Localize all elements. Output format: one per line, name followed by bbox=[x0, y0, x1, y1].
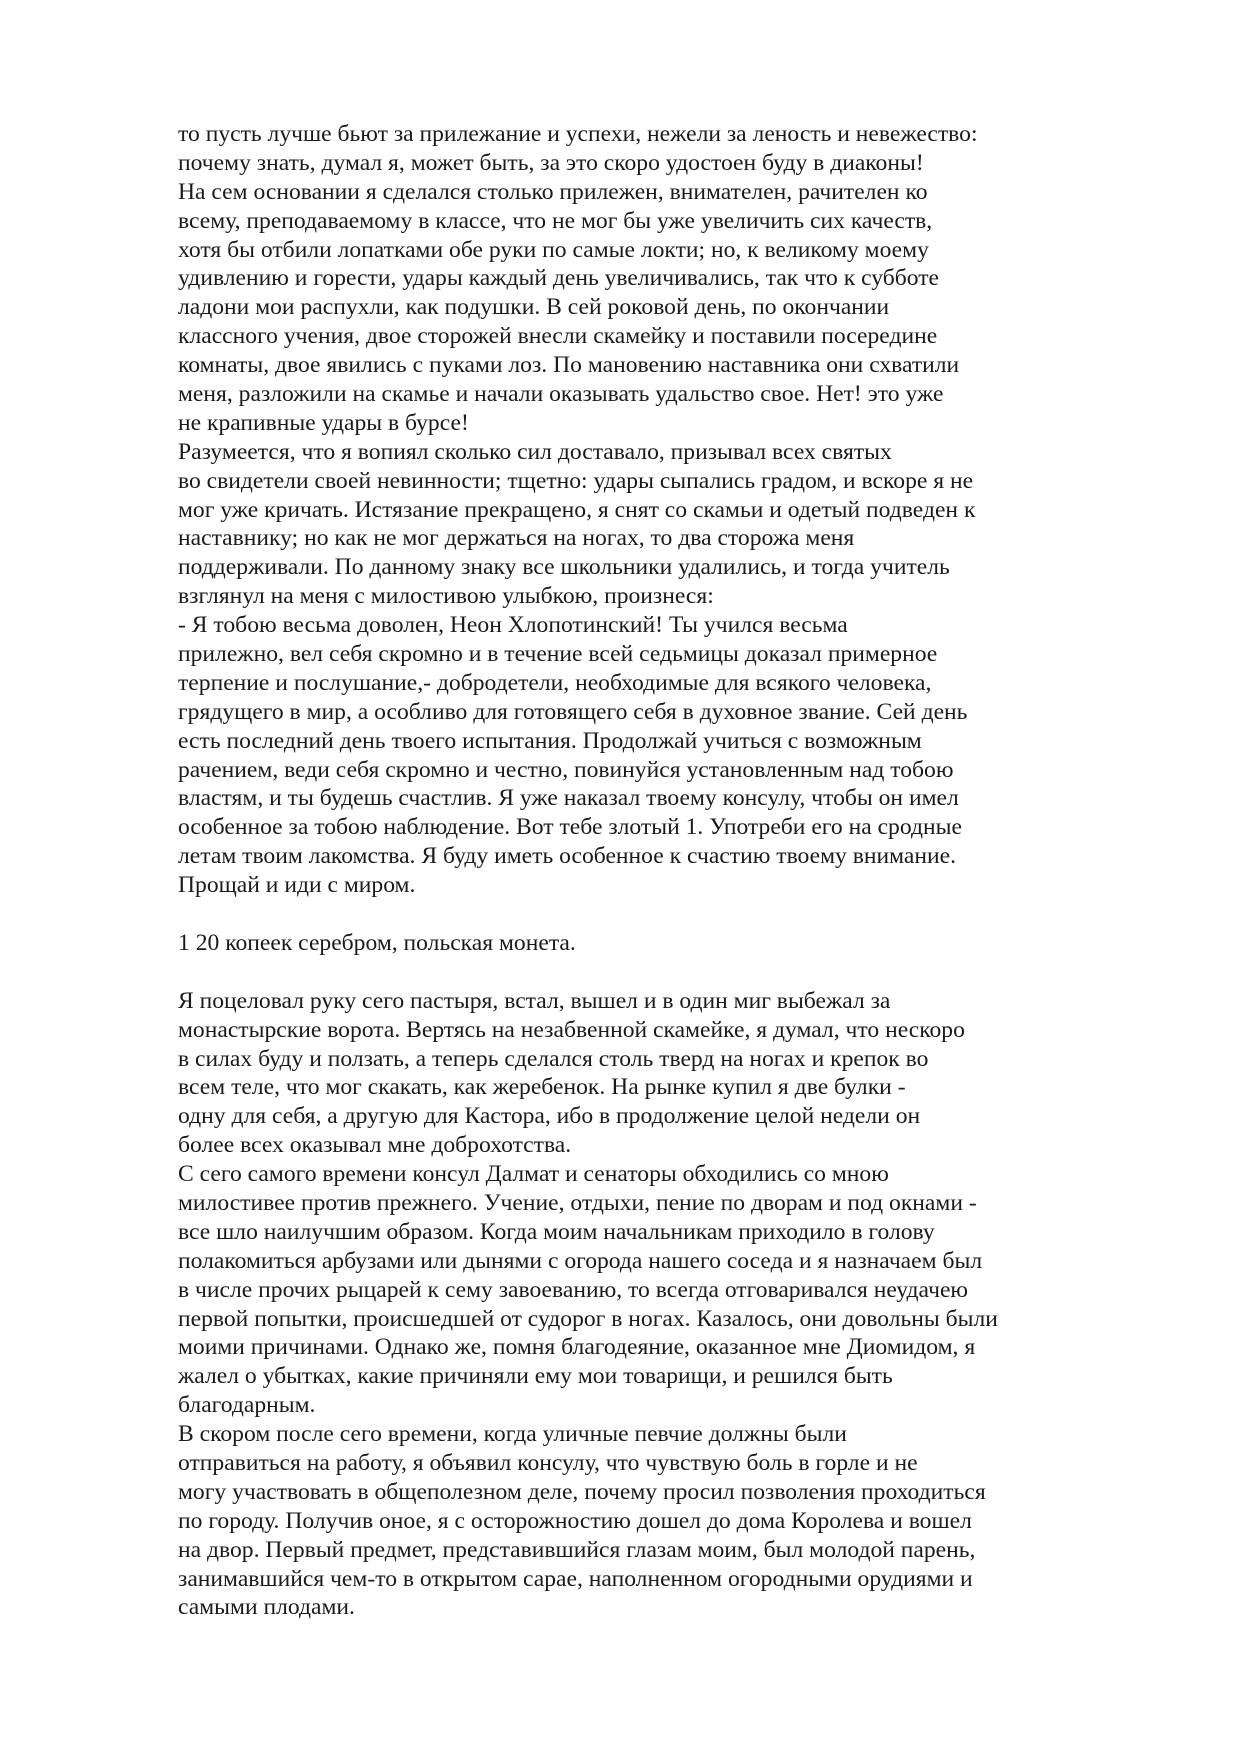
text-line: есть последний день твоего испытания. Продолжай учиться с возможным bbox=[178, 727, 922, 754]
text-line: На сем основании я сделался столько прилежен, внимателен, рачителен ко bbox=[178, 178, 928, 205]
footnote bbox=[178, 929, 1078, 958]
paragraph-punishment bbox=[178, 438, 1078, 611]
text-line: прилежно, вел себя скромно и в течение всей седьмицы доказал примерное bbox=[178, 641, 938, 668]
text-line: милостивее против прежнего. Учение, отдыхи, пение по дворам и под окнами - bbox=[178, 1189, 977, 1216]
text-line: взглянул на меня с милостивою улыбкою, произнеся: bbox=[178, 583, 714, 610]
text-line: властям, и ты будешь счастлив. Я уже наказал твоему консулу, чтобы он имел bbox=[178, 785, 959, 812]
paragraph-gap bbox=[178, 958, 1078, 987]
paragraph-leaving bbox=[178, 987, 1078, 1160]
text-line: монастырские ворота. Вертясь на незабвенной скамейке, я думал, что нескоро bbox=[178, 1016, 965, 1043]
text-line: В скором после сего времени, когда уличные певчие должны были bbox=[178, 1421, 847, 1448]
text-line: моими причинами. Однако же, помня благодеяние, оказанное мне Диомидом, я bbox=[178, 1334, 976, 1361]
text-line: всем теле, что мог скакать, как жеребенок. На рынке купил я две булки - bbox=[178, 1074, 906, 1101]
paragraph-diligence bbox=[178, 120, 1078, 438]
text-line: одну для себя, а другую для Кастора, ибо в продолжение целой недели он bbox=[178, 1103, 921, 1130]
text-line: на двор. Первый предмет, представившийся глазам моим, был молодой парень, bbox=[178, 1536, 976, 1563]
text-line: С сего самого времени консул Далмат и сенаторы обходились со мною bbox=[178, 1161, 889, 1188]
text-line: занимавшийся чем-то в открытом сарае, наполненном огородными орудиями и bbox=[178, 1565, 973, 1592]
text-line: первой попытки, происшедшей от судорог в ногах. Казалось, они довольны были bbox=[178, 1305, 998, 1332]
text-line: не крапивные удары в бурсе! bbox=[178, 409, 469, 436]
text-line: то пусть лучше бьют за прилежание и успехи, нежели за леность и невежество: bbox=[178, 121, 978, 147]
text-line: мог уже кричать. Истязание прекращено, я снят со скамьи и одетый подведен к bbox=[178, 496, 976, 523]
text-line: комнаты, двое явились с пуками лоз. По мановению наставника они схватили bbox=[178, 352, 960, 379]
text-line: рачением, веди себя скромно и честно, повинуйся установленным над тобою bbox=[178, 756, 954, 783]
text-line: почему знать, думал я, может быть, за это скоро удостоен буду в диаконы! bbox=[178, 149, 924, 176]
text-line: летам твоим лакомства. Я буду иметь особенное к счастию твоему внимание. bbox=[178, 843, 956, 870]
text-line: - Я тобою весьма доволен, Неон Хлопотинский! Ты учился весьма bbox=[178, 612, 848, 639]
text-line: Разумеется, что я вопиял сколько сил доставало, призывал всех святых bbox=[178, 438, 892, 465]
text-line: благодарным. bbox=[178, 1392, 316, 1419]
text-line: терпение и послушание,- добродетели, необходимые для всякого человека, bbox=[178, 669, 932, 696]
text-line: могу участвовать в общеполезном деле, почему просил позволения проходиться bbox=[178, 1478, 986, 1505]
text-line: всему, преподаваемому в классе, что не мог бы уже увеличить сих качеств, bbox=[178, 207, 933, 234]
text-line: полакомиться арбузами или дынями с огорода нашего соседа и я назначаем был bbox=[178, 1247, 983, 1274]
text-line: в числе прочих рыцарей к сему завоеванию, то всегда отговаривался неудачею bbox=[178, 1276, 969, 1303]
text-line: хотя бы отбили лопатками обе руки по самые локти; но, к великому моему bbox=[178, 236, 929, 263]
text-line: меня, разложили на скамье и начали оказывать удальство свое. Нет! это уже bbox=[178, 381, 944, 408]
text-line: наставнику; но как не мог держаться на ногах, то два сторожа меня bbox=[178, 525, 855, 552]
text-line: отправиться на работу, я объявил консулу, что чувствую боль в горле и не bbox=[178, 1449, 918, 1476]
text-line: ладони мои распухли, как подушки. В сей роковой день, по окончании bbox=[178, 294, 890, 321]
text-line: Прощай и иди с миром. bbox=[178, 872, 416, 899]
text-line: классного учения, двое сторожей внесли скамейку и поставили посередине bbox=[178, 323, 938, 350]
text-line: Я поцеловал руку сего пастыря, встал, вышел и в один миг выбежал за bbox=[178, 987, 891, 1014]
text-line: особенное за тобою наблюдение. Вот тебе злотый 1. Употреби его на сродные bbox=[178, 814, 962, 841]
text-line: удивлению и горести, удары каждый день увеличивались, так что к субботе bbox=[178, 265, 940, 292]
text-line: грядущего в мир, а особливо для готовящего себя в духовное звание. Сей день bbox=[178, 698, 968, 725]
text-line: в силах буду и ползать, а теперь сделался столь тверд на ногах и крепок во bbox=[178, 1045, 929, 1072]
text-line: во свидетели своей невинности; тщетно: удары сыпались градом, и вскоре я не bbox=[178, 467, 974, 494]
text-line: по городу. Получив оное, я с осторожностию дошел до дома Королева и вошел bbox=[178, 1507, 972, 1534]
text-line: 1 20 копеек серебром, польская монета. bbox=[178, 929, 576, 956]
text-line: более всех оказывал мне доброхотства. bbox=[178, 1132, 572, 1159]
text-line: поддерживали. По данному знаку все школьники удалились, и тогда учитель bbox=[178, 554, 950, 581]
document-body bbox=[178, 120, 1078, 1622]
paragraph-consul bbox=[178, 1160, 1078, 1420]
text-line: самыми плодами. bbox=[178, 1594, 355, 1621]
paragraph-gap bbox=[178, 900, 1078, 929]
text-line: все шло наилучшим образом. Когда моим начальникам приходило в голову bbox=[178, 1218, 935, 1245]
text-line: жалел о убытках, какие причиняли ему мои товарищи, и решился быть bbox=[178, 1363, 893, 1390]
paragraph-teacher-speech bbox=[178, 611, 1078, 900]
paragraph-visit bbox=[178, 1420, 1078, 1622]
